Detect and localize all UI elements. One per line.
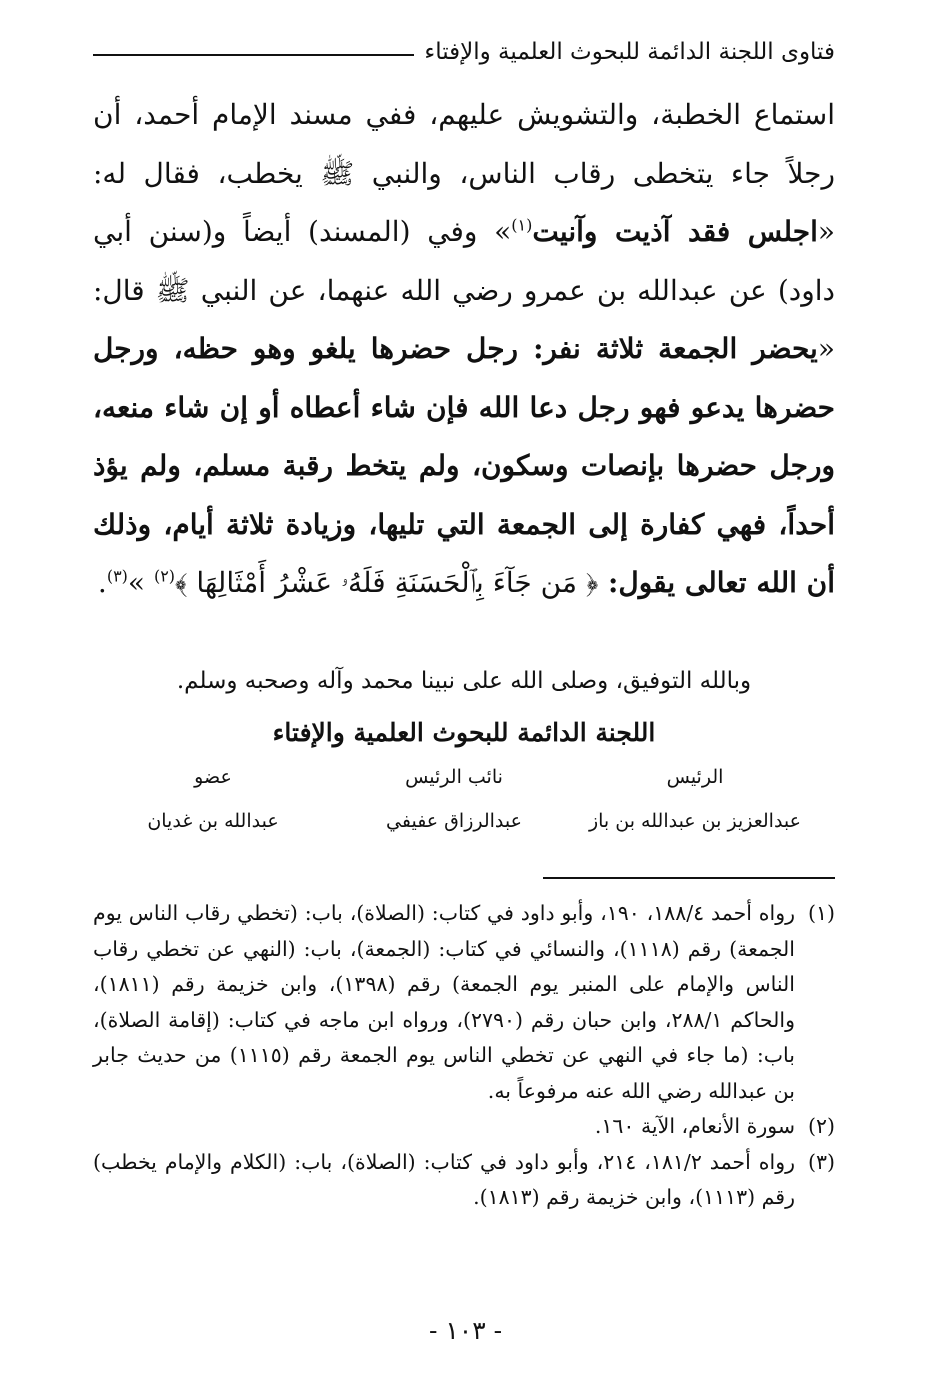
header-rule (93, 54, 414, 56)
footnote-2 (93, 1109, 835, 1145)
page-number: - ١٠٣ - (428, 1316, 503, 1345)
body-text-part2: » وفي (المسند) أيضاً و(سنن أبي داود) عن عبدالله بن عمرو رضي الله عنهما، عن النبي ﷺ قال: « (93, 215, 835, 365)
footnote-1 (93, 896, 835, 1109)
name-chairman: عبدالعزيز بن عبدالله بن باز (588, 810, 802, 832)
footnote-ref-3[interactable]: (٣) (106, 566, 128, 586)
footnotes (93, 896, 835, 1216)
signature-roles-row (93, 766, 835, 788)
quran-verse: ﴿ مَن جَآءَ بِٱلْحَسَنَةِ فَلَهُۥ عَشْرُ أَمْثَالِهَا ﴾ (175, 566, 599, 599)
footnote-number: (٢) (807, 1114, 835, 1138)
body-text-end: . (97, 566, 107, 599)
role-chairman: الرئيس (666, 766, 724, 788)
footnote-number: (٣) (807, 1149, 835, 1174)
role-vice-chairman: نائب الرئيس (405, 766, 503, 788)
footnote-3 (93, 1145, 835, 1216)
hadith-quote-2: يحضر الجمعة ثلاثة نفر: رجل حضرها يلغو وهو حظه، ورجل حضرها يدعو فهو رجل دعا الله فإن شاء أعطاه أو إن شاء منعه، ورجل حضرها بإنصات وسكون، ولم يتخط رقبة مسلم، ولم يؤذ أحداً، فهي كفارة إلى الجمعة التي تليها، وزيادة ثلاثة أيام، وذلك أن الله تعالى يقول: (93, 332, 835, 599)
fatwa-paragraph (93, 86, 835, 613)
footnote-text: رواه أحمد ١٨١/٢، ٢١٤، وأبو داود في كتاب: (الصلاة)، باب: (الكلام والإمام يخطب) رقم (١١١٣)، وابن خزيمة رقم (١٨١٣). (93, 1149, 796, 1209)
fatwa-body (93, 86, 835, 613)
footnote-text: رواه أحمد ١٨٨/٤، ١٩٠، وأبو داود في كتاب: (الصلاة)، باب: (تخطي رقاب الناس يوم الجمعة) رقم (١١١٨)، والنسائي في كتاب: (الجمعة)، باب: (النهي عن تخطي رقاب الناس والإمام على المنبر يوم الجمعة) رقم (١٣٩٨)، وابن خزيمة رقم (١٨١١)، والحاكم ٢٨٨/١، وابن حبان رقم (٢٧٩٠)، ورواه ابن ماجه في كتاب: (إقامة الصلاة)، باب: (ما جاء في النهي عن تخطي الناس يوم الجمعة رقم (١١١٥) من حديث جابر بن عبدالله رضي الله عنه مرفوعاً به. (93, 901, 796, 1103)
running-header (93, 30, 835, 74)
footnote-separator (543, 877, 835, 879)
running-header-title: فتاوى اللجنة الدائمة للبحوث العلمية والإفتاء (424, 39, 835, 65)
name-vice-chairman: عبدالرزاق عفيفي (386, 810, 522, 832)
body-text-part1: استماع الخطبة، والتشويش عليهم، ففي مسند الإمام أحمد، أن رجلاً جاء يتخطى رقاب الناس، والنبي ﷺ يخطب، فقال له: « (93, 98, 836, 248)
footnote-number: (١) (807, 901, 835, 925)
footnote-ref-2[interactable]: (٢) (153, 566, 176, 586)
footnote-text: سورة الأنعام، الآية ١٦٠. (594, 1114, 795, 1138)
committee-title: اللجنة الدائمة للبحوث العلمية والإفتاء (272, 718, 656, 747)
name-member: عبدالله بن غديان (147, 810, 279, 832)
closing-prayer: وبالله التوفيق، وصلى الله على نبينا محمد وآله وصحبه وسلم. (176, 668, 752, 694)
role-member: عضو (194, 766, 232, 788)
hadith-quote-1: اجلس فقد آذيت وآنيت (532, 215, 818, 248)
signature-names-row (93, 810, 835, 832)
footnote-ref-1[interactable]: (١) (511, 215, 533, 235)
body-text-part3: » (127, 566, 154, 599)
